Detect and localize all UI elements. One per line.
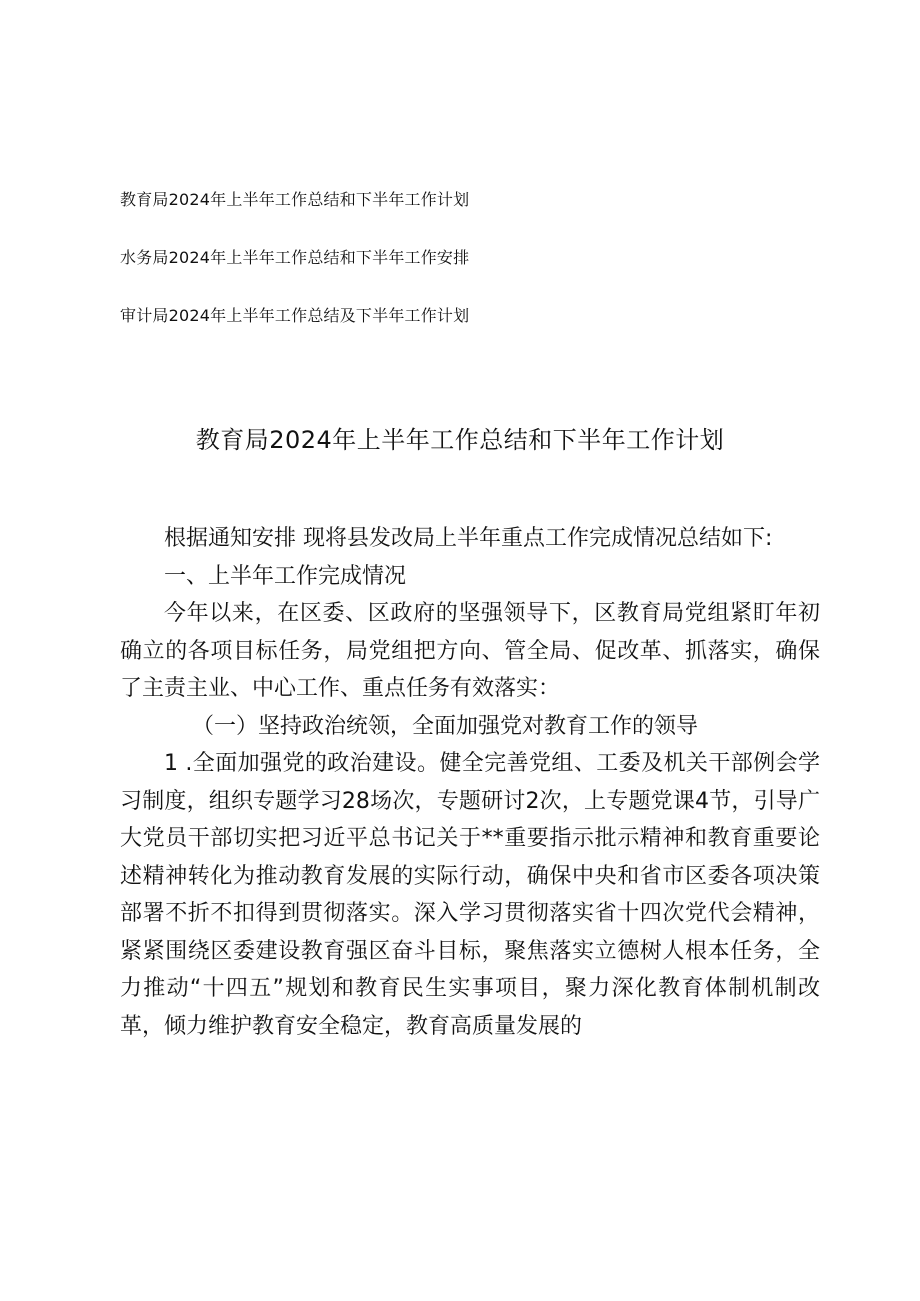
toc-item-education: 教育局2024年上半年工作总结和下半年工作计划 <box>120 190 470 209</box>
section-heading: 一、上半年工作完成情况 <box>164 563 407 589</box>
toc-item-water: 水务局2024年上半年工作总结和下半年工作安排 <box>120 248 470 267</box>
intro-paragraph: 根据通知安排 现将县发改局上半年重点工作完成情况总结如下: <box>164 526 773 551</box>
subsection-heading: （一）坚持政治统领，全面加强党对教育工作的领导 <box>192 713 699 739</box>
toc-item-audit: 审计局2024年上半年工作总结及下半年工作计划 <box>120 306 470 325</box>
document-title: 教育局2024年上半年工作总结和下半年工作计划 <box>195 426 725 454</box>
body-paragraph: 今年以来，在区委、区政府的坚强领导下，区教育局党组紧盯年初确立的各项目标任务，局党组把方向、管全局、促改革、抓落实，确保了主责主业、中心工作、重点任务有效落实： <box>120 601 820 701</box>
document-body <box>120 520 820 1045</box>
table-of-contents <box>120 186 680 360</box>
body-paragraph: 1 .全面加强党的政治建设。健全完善党组、工委及机关干部例会学习制度，组织专题学习28场次，专题研讨2次，上专题党课4节，引导广大党员干部切实把习近平总书记关于**重要指示批示精神和教育重要论述精神转化为推动教育发展的实际行动，确保中央和省市区委各项决策部署不折不扣得到贯彻落实。深入学习贯彻落实省十四次党代会精神，紧紧围绕区委建设教育强区奋斗目标，聚焦落实立德树人根本任务，全力推动“十四五”规划和教育民生实事项目，聚力深化教育体制机制改革，倾力维护教育安全稳定，教育高质量发展的 <box>120 751 820 1039</box>
